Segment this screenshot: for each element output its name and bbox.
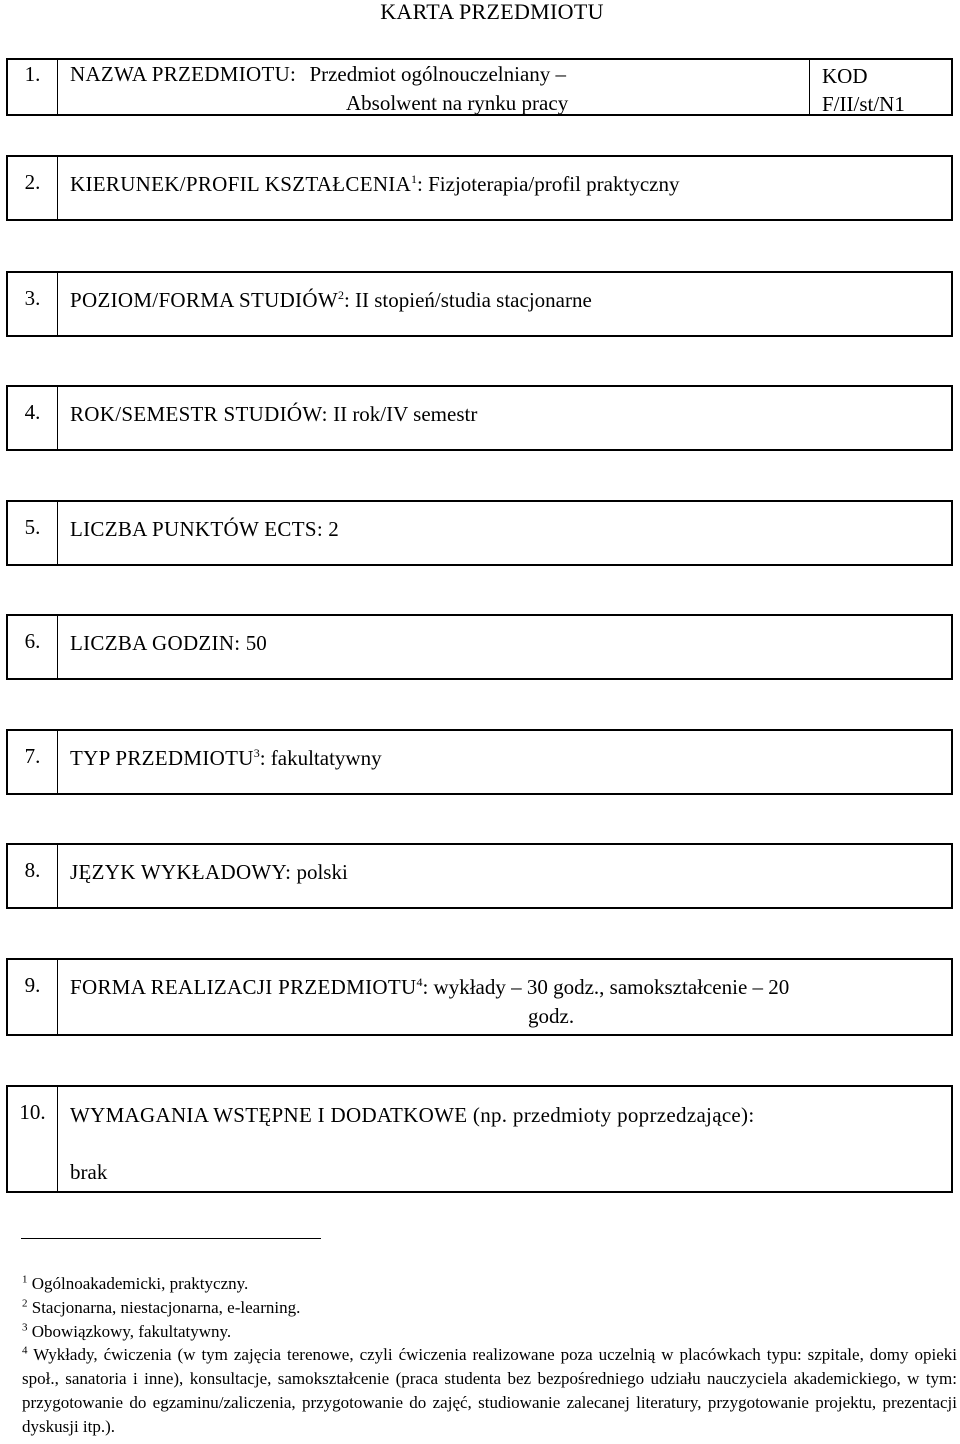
- row-content: [70, 616, 945, 658]
- row-language: [6, 843, 953, 909]
- row-prerequisites: [6, 1085, 953, 1193]
- row-number: 1.: [8, 60, 58, 114]
- subject-name-value-line1: Przedmiot ogólnouczelniany –: [309, 62, 567, 86]
- row-number: 5.: [8, 502, 58, 564]
- subject-type-label: TYP PRZEDMIOTU: [70, 746, 254, 770]
- footnote-3: $^3$ Obowiązkowy, fakultatywny.: [22, 1320, 232, 1341]
- row-number: 7.: [8, 731, 58, 793]
- code-value: F/II/st/N1: [822, 92, 905, 116]
- row-study-level: [6, 271, 953, 337]
- row-field-of-study: [6, 155, 953, 221]
- row-content: [70, 157, 945, 199]
- footnote-separator: [21, 1238, 321, 1239]
- footnote-ref: 1: [411, 172, 418, 186]
- row-content: [70, 273, 945, 315]
- field-of-study-value: : Fizjoterapia/profil praktyczny: [417, 172, 680, 196]
- row-number: 10.: [8, 1087, 58, 1191]
- row-hours: [6, 614, 953, 680]
- year-semester-value: II rok/IV semestr: [333, 402, 478, 426]
- prerequisites-label: WYMAGANIA WSTĘPNE I DODATKOWE (np. przedmioty poprzedzające):: [70, 1103, 755, 1127]
- row-content: [70, 845, 945, 887]
- row-ects-points: [6, 500, 953, 566]
- row-year-semester: [6, 385, 953, 451]
- delivery-form-value-line2: godz.: [528, 1004, 575, 1028]
- ects-points-value: 2: [328, 517, 339, 541]
- footnotes: [22, 1272, 957, 1439]
- row-delivery-form: [6, 958, 953, 1036]
- delivery-form-value: : wykłady – 30 godz., samokształcenie – 20: [422, 975, 790, 999]
- row-content: [70, 960, 945, 1031]
- study-level-label: POZIOM/FORMA STUDIÓW: [70, 288, 338, 312]
- hours-value: 50: [245, 631, 267, 655]
- row-number: 8.: [8, 845, 58, 907]
- row-number: 6.: [8, 616, 58, 678]
- code-cell: [809, 60, 951, 114]
- hours-label: LICZBA GODZIN:: [70, 631, 241, 655]
- language-value: polski: [296, 860, 348, 884]
- language-label: JĘZYK WYKŁADOWY:: [70, 860, 292, 884]
- row-content: [70, 1087, 945, 1201]
- document-title: KARTA PRZEDMIOTU: [380, 0, 604, 24]
- row-number: 9.: [8, 960, 58, 1034]
- subject-type-value: : fakultatywny: [259, 746, 382, 770]
- footnote-ref: 3: [253, 746, 260, 760]
- footnote-1: $^1$ Ogólnoakademicki, praktyczny.: [22, 1273, 249, 1293]
- footnote-ref: 2: [337, 288, 344, 302]
- footnote-4: $^4$ Wykłady, ćwiczenia (w tym zajęcia terenowe, czyli ćwiczenia realizowane poza uczelnią w placówkach typu: szpitale, domy opieki społ., sanatoria i inne), konsultacje, samokształcenie (praca studenta bez bezpośredniego udziału nauczyciela akademickiego, w tym: przygotowanie do egzaminu/zaliczenia, przygotowanie do zajęć, studiowanie zalecanej literatury, przygotowanie projektu, prezentacji dyskusji itp.).: [22, 1344, 957, 1436]
- row-subject-name: [6, 58, 953, 116]
- study-level-value: : II stopień/studia stacjonarne: [343, 288, 592, 312]
- field-of-study-label: KIERUNEK/PROFIL KSZTAŁCENIA: [70, 172, 412, 196]
- subject-name-label: NAZWA PRZEDMIOTU:: [70, 62, 297, 86]
- prerequisites-value: brak: [70, 1160, 108, 1184]
- subject-name-value-line2: Absolwent na rynku pracy: [346, 91, 569, 115]
- delivery-form-label: FORMA REALIZACJI PRZEDMIOTU: [70, 975, 417, 999]
- row-content: [70, 387, 945, 429]
- footnote-2: $^2$ Stacjonarna, niestacjonarna, e-learning.: [22, 1297, 301, 1317]
- footnote-ref: 4: [416, 975, 423, 989]
- row-content: [70, 502, 945, 544]
- row-subject-type: [6, 729, 953, 795]
- row-number: 3.: [8, 273, 58, 335]
- row-number: 4.: [8, 387, 58, 449]
- code-label: KOD: [822, 64, 868, 88]
- year-semester-label: ROK/SEMESTR STUDIÓW:: [70, 402, 328, 426]
- ects-points-label: LICZBA PUNKTÓW ECTS:: [70, 517, 323, 541]
- row-number: 2.: [8, 157, 58, 219]
- row-content: [70, 731, 945, 773]
